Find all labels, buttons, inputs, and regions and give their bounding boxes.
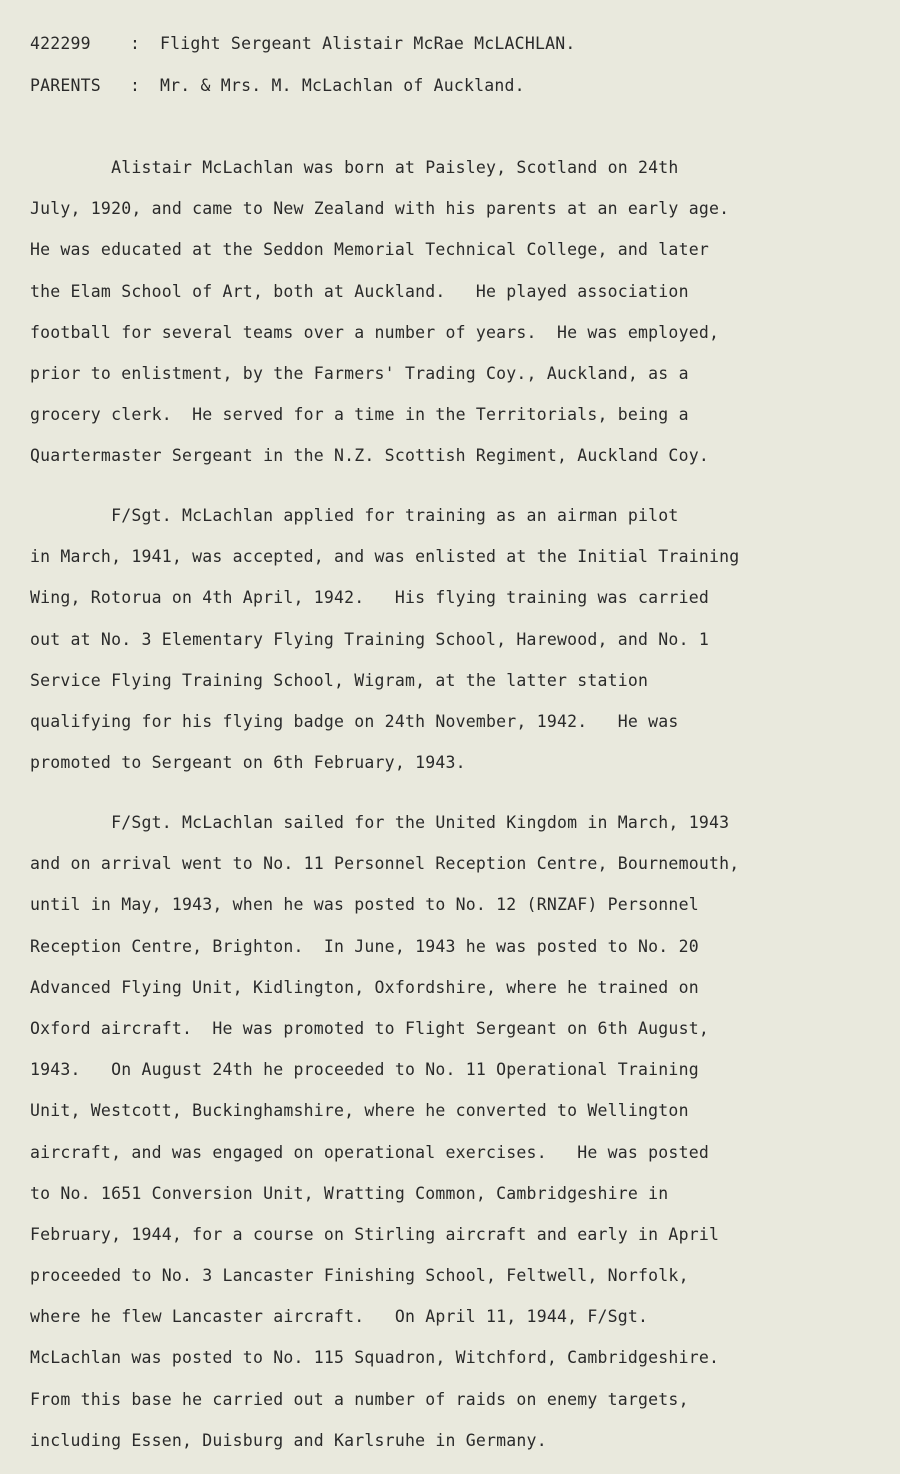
text-line: F/Sgt. McLachlan sailed for the United Kingdom in March, 1943 [30,813,730,832]
airman-name: Flight Sergeant Alistair McRae McLACHLAN. [160,34,576,53]
text-line: qualifying for his flying badge on 24th November, 1942. He was [30,711,679,731]
text-line: McLachlan was posted to No. 115 Squadron, Witchford, Cambridgeshire. [30,1348,720,1368]
text-line: where he flew Lancaster aircraft. On April 11, 1944, F/Sgt. [30,1307,649,1327]
paragraph-early-life [30,147,890,477]
text-line: F/Sgt. McLachlan applied for training as an airman pilot [30,506,679,525]
parents-label: PARENTS [30,76,101,95]
text-line: football for several teams over a number of years. He was employed, [30,322,720,342]
header-separator: : [130,76,141,95]
parents-names: Mr. & Mrs. M. McLachlan of Auckland. [160,76,525,95]
text-line: Advanced Flying Unit, Kidlington, Oxfordshire, where he trained on [30,977,699,997]
text-line: Reception Centre, Brighton. In June, 1943 he was posted to No. 20 [30,936,699,956]
text-line: and on arrival went to No. 11 Personnel Reception Centre, Bournemouth, [30,854,740,874]
paragraph-training [30,495,890,783]
paragraph-service-uk [30,802,890,1461]
text-line: 1943. On August 24th he proceeded to No. 11 Operational Training [30,1060,699,1080]
text-line: February, 1944, for a course on Stirling aircraft and early in April [30,1224,720,1244]
text-line: in March, 1941, was accepted, and was enlisted at the Initial Training [30,547,740,567]
text-line: out at No. 3 Elementary Flying Training School, Harewood, and No. 1 [30,629,709,649]
text-line: Quartermaster Sergeant in the N.Z. Scottish Regiment, Auckland Coy. [30,446,709,466]
text-line: Service Flying Training School, Wigram, at the latter station [30,670,649,690]
text-line: proceeded to No. 3 Lancaster Finishing School, Feltwell, Norfolk, [30,1266,689,1286]
service-number: 422299 [30,34,91,53]
text-line: grocery clerk. He served for a time in the Territorials, being a [30,405,689,425]
text-line: aircraft, and was engaged on operational exercises. He was posted [30,1142,709,1162]
text-line: Alistair McLachlan was born at Paisley, Scotland on 24th [30,158,679,177]
text-line: He was educated at the Seddon Memorial Technical College, and later [30,240,709,260]
text-line: From this base he carried out a number of raids on enemy targets, [30,1389,689,1409]
header-separator: : [130,34,141,53]
header-service-line [30,34,576,53]
text-line: Unit, Westcott, Buckinghamshire, where he converted to Wellington [30,1101,689,1121]
text-line: including Essen, Duisburg and Karlsruhe in Germany. [30,1430,547,1450]
text-line: the Elam School of Art, both at Auckland. He played association [30,281,689,301]
header-parents-line [30,76,525,95]
text-line: promoted to Sergeant on 6th February, 1943. [30,753,466,773]
text-line: July, 1920, and came to New Zealand with his parents at an early age. [30,199,730,219]
text-line: until in May, 1943, when he was posted to No. 12 (RNZAF) Personnel [30,895,699,915]
text-line: to No. 1651 Conversion Unit, Wratting Common, Cambridgeshire in [30,1183,669,1203]
text-line: prior to enlistment, by the Farmers' Trading Coy., Auckland, as a [30,363,689,383]
text-line: Wing, Rotorua on 4th April, 1942. His flying training was carried [30,588,709,608]
text-line: Oxford aircraft. He was promoted to Flight Sergeant on 6th August, [30,1018,709,1038]
